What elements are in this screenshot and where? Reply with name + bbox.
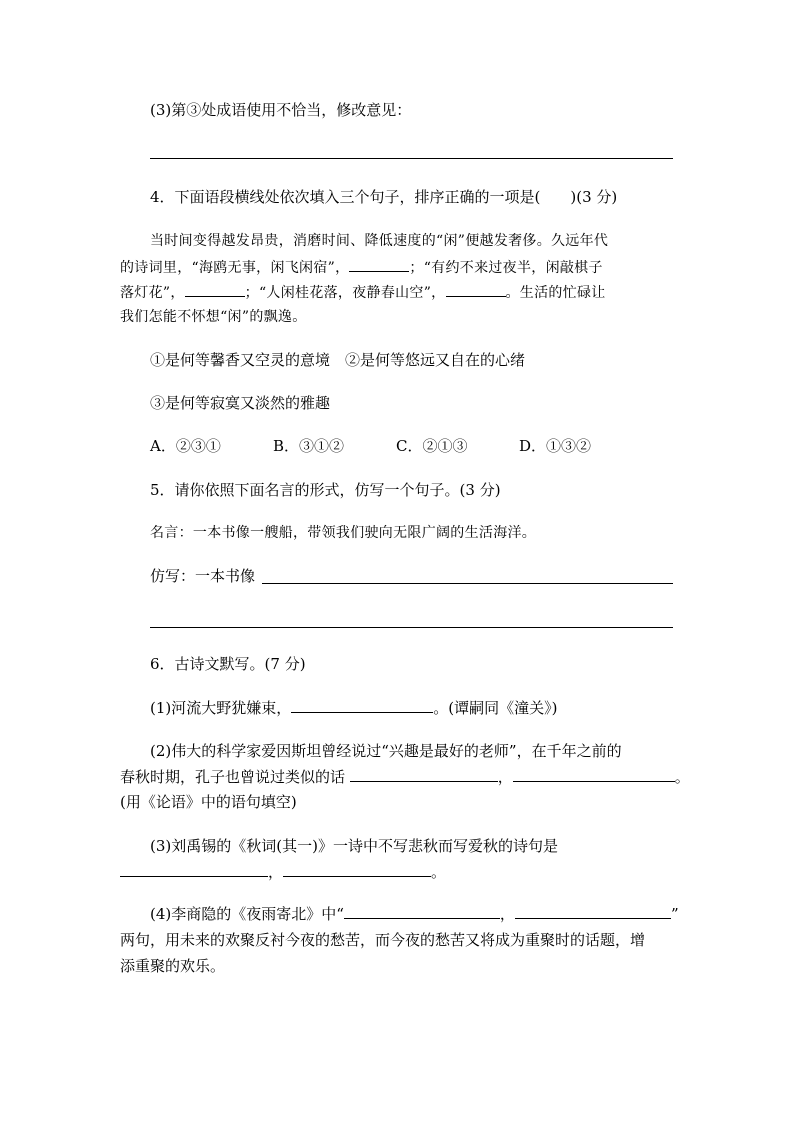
q6-part1-source: 。(谭嗣同《潼关》)	[433, 699, 558, 717]
imitate-answer-line[interactable]	[262, 583, 673, 584]
q5-imitate-label: 仿写：一本书像	[150, 567, 256, 585]
option-a[interactable]: A．②③①	[150, 437, 221, 455]
q4-passage-text: ；“有约不来过夜半，闲敲棋子	[409, 260, 603, 276]
q6-part2-text: 春秋时期，孔子也曾说过类似的话	[120, 768, 350, 786]
fill-blank-p2b[interactable]	[513, 767, 675, 782]
q6-part1	[150, 698, 710, 718]
q5-quote: 名言：一本书像一艘船，带领我们驶向无限广阔的生活海洋。	[150, 525, 537, 541]
q4-passage-text: 落灯花”，	[120, 285, 185, 301]
q4-passage-line-2	[120, 257, 680, 278]
q6-part3-line-2	[120, 862, 680, 882]
option-c[interactable]: C．②①③	[396, 437, 468, 455]
fill-blank-p4b[interactable]	[515, 904, 671, 919]
q6-part2-period: 。	[674, 768, 690, 786]
q4-sentences-1-2: ①是何等馨香又空灵的意境 ②是何等悠远又自在的心绪	[150, 351, 526, 369]
answer-line[interactable]	[150, 158, 673, 159]
q6-part4-line-2: 两句，用未来的欢聚反衬今夜的愁苦，而今夜的愁苦又将成为重聚时的话题，增	[120, 931, 646, 949]
q6-part3-period: 。	[431, 863, 447, 881]
fill-blank-p3b[interactable]	[283, 862, 431, 877]
q4-passage-text: 的诗词里，“海鸥无事，闲飞闲宿”，	[120, 260, 350, 276]
q6-part4-line-3: 添重聚的欢乐。	[120, 957, 226, 975]
q6-part4-quote-close: ”	[670, 905, 679, 923]
q4-sentence-3: ③是何等寂寞又淡然的雅趣	[150, 394, 331, 412]
fill-blank-p4a[interactable]	[344, 904, 500, 919]
q6-part2-line-2	[120, 767, 720, 787]
q6-part3-comma: ，	[268, 863, 284, 881]
q3-part3-prompt: (3)第③处成语使用不恰当，修改意见：	[150, 101, 412, 119]
fill-blank-p1[interactable]	[291, 698, 433, 713]
q6-part2-comma: ，	[497, 768, 513, 786]
imitate-answer-line-2[interactable]	[150, 627, 673, 628]
fill-blank-3[interactable]	[446, 282, 506, 297]
q6-stem: 6．古诗文默写。(7 分)	[150, 655, 306, 673]
option-b[interactable]: B．③①②	[273, 437, 345, 455]
q4-options	[150, 436, 710, 456]
q4-passage-line-3	[120, 282, 680, 303]
q4-passage-text: 。生活的忙碌让	[505, 285, 606, 301]
q6-part2-line-3: (用《论语》中的语句填空)	[120, 793, 297, 811]
q6-part4-text: (4)李商隐的《夜雨寄北》中“	[150, 905, 344, 923]
q6-part1-text: (1)河流大野犹嫌束，	[150, 699, 292, 717]
fill-blank-p2a[interactable]	[350, 767, 498, 782]
q4-passage-line-1: 当时间变得越发昂贵，消磨时间、降低速度的“闲”便越发奢侈。久远年代	[150, 233, 609, 249]
fill-blank-p3a[interactable]	[120, 862, 268, 877]
q6-part2-line-1: (2)伟大的科学家爱因斯坦曾经说过“兴趣是最好的老师”，在千年之前的	[150, 742, 622, 760]
fill-blank-1[interactable]	[349, 257, 409, 272]
q6-part4-comma: ，	[499, 905, 515, 923]
q4-stem: 4．下面语段横线处依次填入三个句子，排序正确的一项是( )(3 分)	[150, 188, 618, 206]
q6-part4-line-1	[150, 904, 710, 924]
q4-passage-text: ；“人闲桂花落，夜静春山空”，	[244, 285, 446, 301]
option-d[interactable]: D．①③②	[519, 437, 592, 455]
q6-part3-line-1: (3)刘禹锡的《秋词(其一)》一诗中不写悲秋而写爱秋的诗句是	[150, 837, 558, 855]
q5-stem: 5．请你依照下面名言的形式，仿写一个句子。(3 分)	[150, 481, 501, 499]
fill-blank-2[interactable]	[185, 282, 245, 297]
q4-passage-line-4: 我们怎能不怀想“闲”的飘逸。	[120, 309, 307, 325]
